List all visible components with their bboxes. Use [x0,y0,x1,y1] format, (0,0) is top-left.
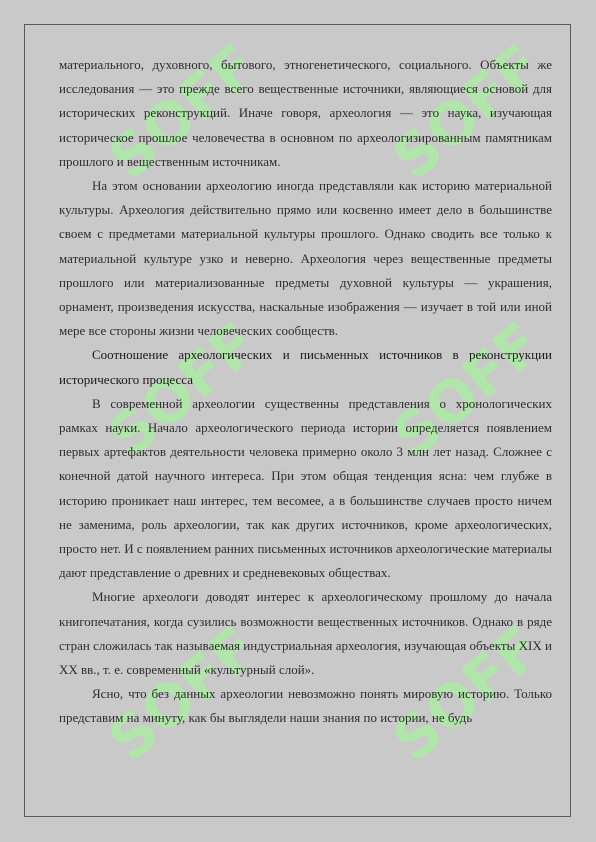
svg-text:SOFF: SOFF [95,40,248,193]
section-heading: Соотношение археологических и письменных источников в реконструкции исторического процесса [59,347,552,387]
paragraph-continuation: материального, духовного, бытового, этногенетического, социального. Объекты же исследования — это прежде всего вещественные источники, являющиеся основой для исторических реконструкций. Иначе говоря, археология — это наука, изучающая историческое прошлое человечества в основном по археологизированным памятникам прошлого и вещественным источникам. [59,57,552,169]
paragraph-chronology: В современной археологии существенны представления о хронологических рамках науки. Начало археологического периода истории определяется появлением первых артефактов деятельности человека примерно около 3 млн лет назад. Сложнее с конечной датой научного интереса. При этом общая тенденция ясна: чем глубже в историю проникает наш интерес, тем весомее, а в большинстве случаев просто ничем не заменима, роль археологии, так как других источников, кроме археологических, просто нет. И с появлением ранних письменных источников археологические материалы дают представление о древних и средневековых обществах. [59,395,552,581]
paragraph-industrial-archaeology: Многие археологи доводят интерес к археологическому прошлому до начала книгопечатания, когда сузились возможности вещественных источников. Однако в ряде стран сложилась так называемая индустриальная археология, изучающая объекты XIX и XX вв., т. е. современный «культурный слой». [59,589,552,678]
paragraph-world-history: Ясно, что без данных археологии невозможно понять мировую историю. Только представим на минуту, как бы выглядели наши знания по истории, не будь [59,686,552,726]
svg-text:SOFF: SOFF [95,318,248,471]
svg-text:SOFF: SOFF [379,318,532,471]
svg-text:SOFF: SOFF [379,622,532,775]
svg-text:SOFF: SOFF [379,40,532,193]
document-body [59,53,552,731]
svg-text:SOFF: SOFF [95,622,248,775]
paragraph-material-culture: На этом основании археологию иногда представляли как историю материальной культуры. Археология действительно прямо или косвенно имеет дело в большинстве своем с предметами материальной культуры прошлого. Однако сводить все только к материальной культуре узко и неверно. Археология через вещественные предметы прошлого или материализованные предметы духовной культуры — украшения, орнамент, произведения искусства, наскальные изображения — изучает в той или иной мере все стороны жизни человеческих сообществ. [59,178,552,339]
